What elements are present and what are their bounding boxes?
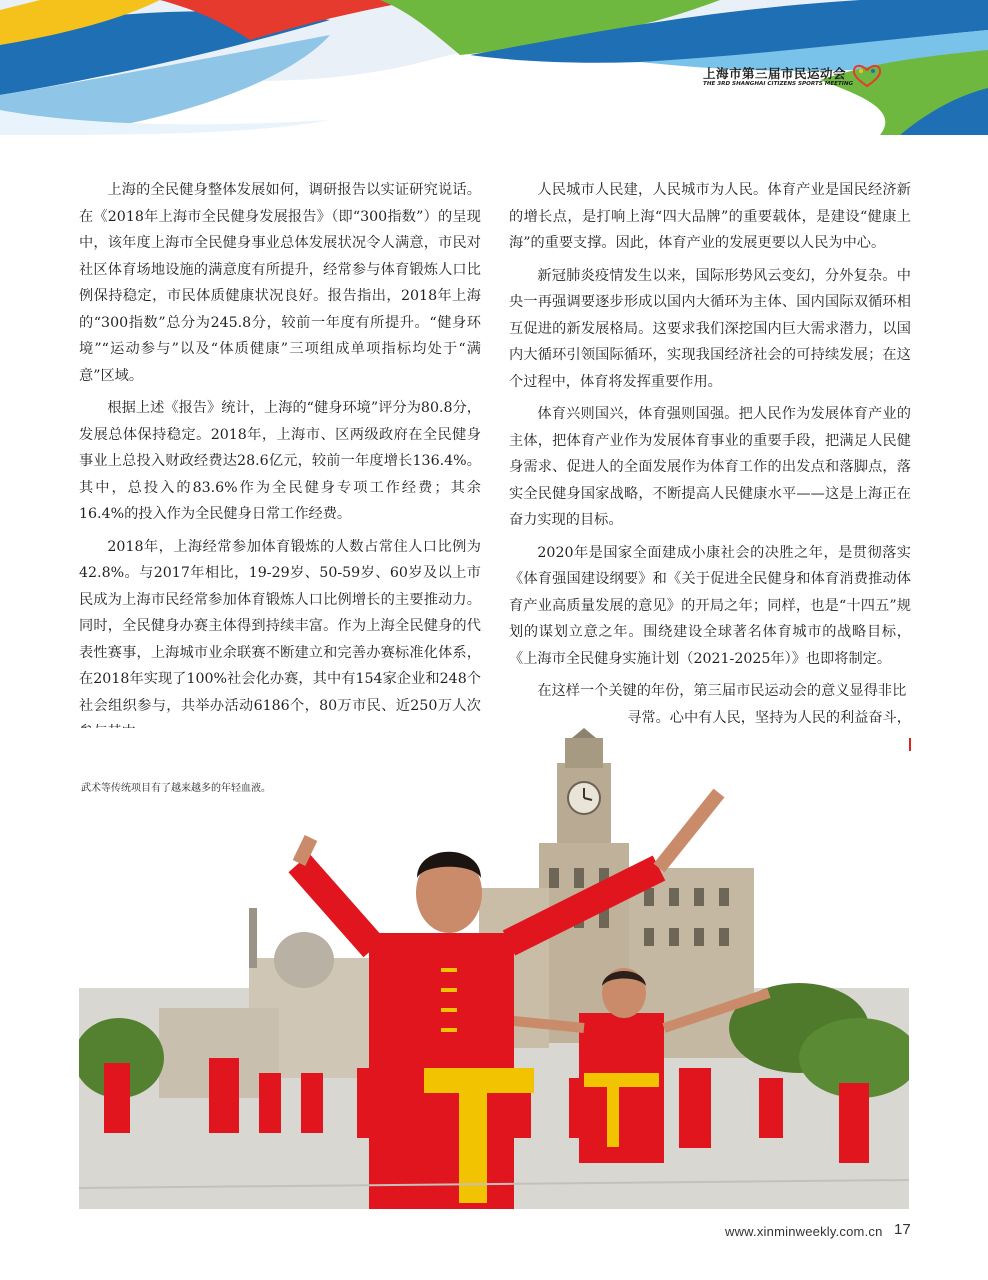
event-mark-icon <box>850 62 884 88</box>
event-title: 上海市第三届市民运动会 <box>703 66 847 81</box>
header-banner <box>0 0 988 135</box>
paragraph: 上海的全民健身整体发展如何，调研报告以实证研究说话。在《2018年上海市全民健身发展报告》（即“300指数”）的呈现中，该年度上海市全民健身事业总体发展状况令人满意，市民对社区体育场地设施的满意度有所提升，经常参与体育锻炼人口比例保持稳定，市民体质健康状况良好。报告指出，2018年上海的“300指数”总分为245.8分，较前一年度有所提升。“健身环境”“运动参与”以及“体质健康”三项组成单项指标均处于“满意”区域。 <box>79 182 481 384</box>
paragraph: 新冠肺炎疫情发生以来，国际形势风云变幻，分外复杂。中央一再强调要逐步形成以国内大循环为主体、国内国际双循环相互促进的新发展格局。这要求我们深挖国内巨大需求潜力，以国内大循环引领国际循环，实现我国经济社会的可持续发展；在这个过程中，体育将发挥重要作用。 <box>509 267 911 390</box>
paragraph: 人民城市人民建，人民城市为人民。体育产业是国民经济新的增长点，是打响上海“四大品牌”的重要载体，是建设“健康上海”的重要支撑。因此，体育产业的发展更要以人民为中心。 <box>509 182 911 251</box>
paragraph: 2020年是国家全面建成小康社会的决胜之年，是贯彻落实《体育强国建设纲要》和《关于促进全民健身和体育消费推动体育产业高质量发展的意见》的开局之年；同样，也是“十四五”规划的谋划立意之年。围绕建设全球著名体育城市的战略目标，《上海市全民健身实施计划（2021-2025年）》也即将制定。 <box>509 544 911 667</box>
paragraph: 根据上述《报告》统计，上海的“健身环境”评分为80.8分，发展总体保持稳定。2018年，上海市、区两级政府在全民健身事业上总投入财政经费达28.6亿元，较前一年度增长136.4%。其中，总投入的83.6%作为全民健身专项工作经费；其余16.4%的投入作为全民健身日常工作经费。 <box>79 400 481 522</box>
article-left-column <box>79 177 481 752</box>
photo-illustration <box>79 728 909 1209</box>
paragraph: 体育兴则国兴，体育强则国强。把人民作为发展体育产业的主体，把体育产业作为发展体育事业的重要手段，把满足人民健身需求、促进人的全面发展作为体育工作的出发点和落脚点，落实全民健身国家战略，不断提高人民健康水平——这是上海正在奋力实现的目标。 <box>509 406 911 528</box>
photo-caption: 武术等传统项目有了越来越多的年轻血液。 <box>81 783 271 794</box>
photo-wushu-performance <box>79 728 909 1209</box>
closing-line-text: 寻常。心中有人民，坚持为人民的利益奋斗， <box>627 709 911 726</box>
footer-url: www.xinminweekly.com.cn <box>725 1224 883 1239</box>
paragraph: 2018年，上海经常参加体育锻炼的人数占常住人口比例为42.8%。与2017年相比，19-29岁、50-59岁、60岁及以上市民成为上海市民经常参加体育锻炼人口比例增长的主要推动力。同时，全民健身办赛主体得到持续丰富。作为上海全民健身的代表性赛事，上海城市业余联赛不断建立和完善办赛标准化体系，在2018年实现了100%社会化办赛，其中有154家企业和248个社会组织参与，共举办活动6186个，80万市民、近250万人次 <box>79 538 481 714</box>
page-number: 17 <box>894 1221 911 1238</box>
paragraph: 在这样一个关键的年份，第三届市民运动会的意义显得非比 <box>537 683 907 699</box>
event-subtitle: THE 3RD SHANGHAI CITIZENS SPORTS MEETING <box>703 81 854 87</box>
event-logo <box>703 62 893 92</box>
article-right-column <box>509 177 911 764</box>
